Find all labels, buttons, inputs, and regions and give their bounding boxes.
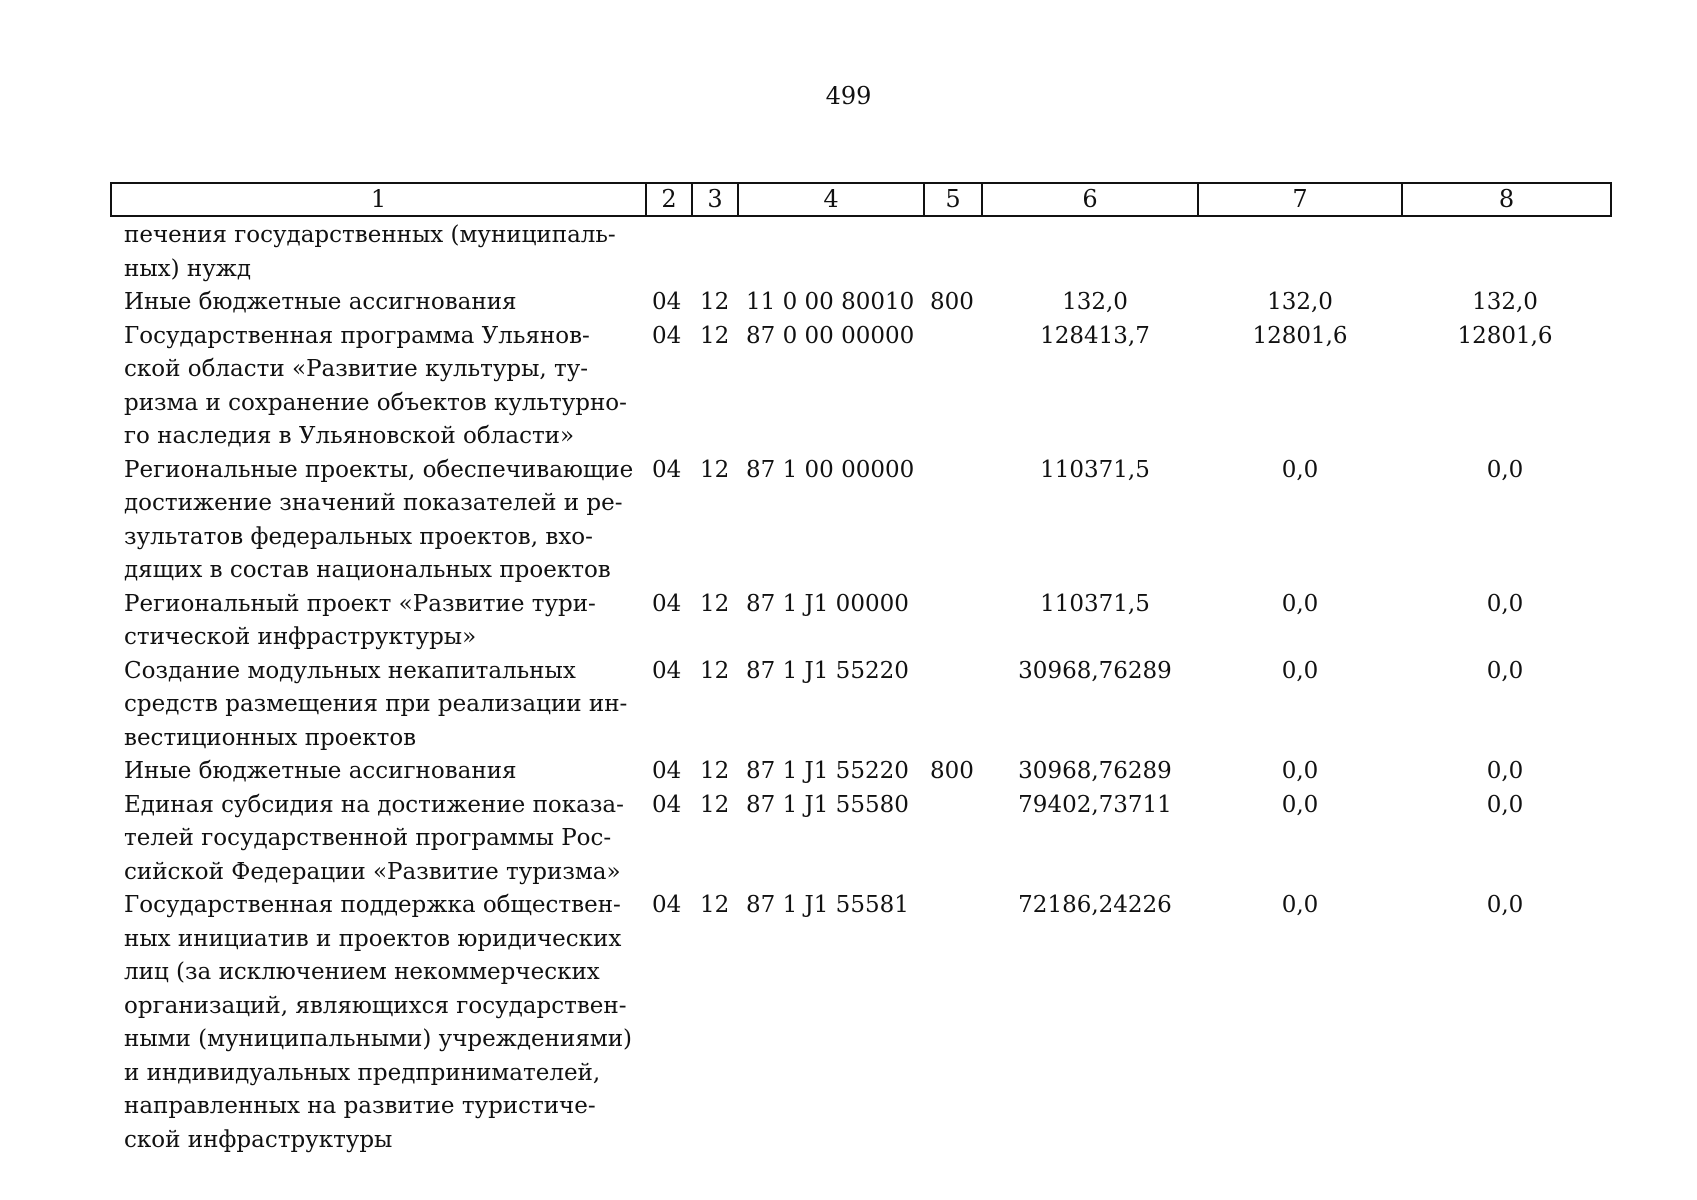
section-code: 04 <box>652 758 682 784</box>
amount-col-8: 0,0 <box>1486 590 1524 617</box>
description-line: стической инфраструктуры» <box>124 624 477 650</box>
section-code: 04 <box>652 791 682 818</box>
column-header-8: 8 <box>1402 183 1611 216</box>
column-header-1: 1 <box>111 183 646 216</box>
description-line: дящих в состав национальных проектов <box>124 557 611 583</box>
amount-col-8: 0,0 <box>1486 758 1524 784</box>
expense-type-code: 800 <box>930 289 974 315</box>
amount-col-6: 132,0 <box>1062 289 1128 315</box>
target-article-code: 87 1 J1 55220 <box>746 758 909 784</box>
section-code: 04 <box>652 590 682 617</box>
section-code: 04 <box>652 657 682 684</box>
amount-col-7: 0,0 <box>1281 657 1319 684</box>
section-code: 04 <box>652 892 682 918</box>
description-line: Создание модульных некапитальных <box>124 657 576 684</box>
column-header-4: 4 <box>738 183 924 216</box>
amount-col-8: 0,0 <box>1486 456 1524 483</box>
description-line: Иные бюджетные ассигнования <box>124 289 517 315</box>
amount-col-6: 110371,5 <box>1040 456 1150 483</box>
description-line: Иные бюджетные ассигнования <box>124 758 517 784</box>
amount-col-7: 0,0 <box>1281 758 1319 784</box>
amount-col-8: 0,0 <box>1486 657 1524 684</box>
amount-col-6: 30968,76289 <box>1018 657 1172 684</box>
description-line: направленных на развитие туристиче- <box>124 1093 596 1119</box>
subsection-code: 12 <box>700 657 730 684</box>
column-header-3: 3 <box>692 183 738 216</box>
section-code: 04 <box>652 456 682 483</box>
amount-col-8: 132,0 <box>1472 289 1538 315</box>
row-description <box>124 588 634 655</box>
amount-col-8: 0,0 <box>1486 892 1524 918</box>
subsection-code: 12 <box>700 456 730 483</box>
target-article-code: 87 1 J1 55580 <box>746 791 909 818</box>
row-description <box>124 454 634 588</box>
amount-col-7: 0,0 <box>1281 791 1319 818</box>
subsection-code: 12 <box>700 758 730 784</box>
description-line: Государственная поддержка обществен- <box>124 892 621 918</box>
expense-type-code: 800 <box>930 758 974 784</box>
amount-col-7: 0,0 <box>1281 892 1319 918</box>
target-article-code: 87 1 00 00000 <box>746 456 915 483</box>
description-line: сийской Федерации «Развитие туризма» <box>124 858 621 885</box>
section-code: 04 <box>652 289 682 315</box>
description-line: Региональные проекты, обеспечивающие <box>124 456 634 483</box>
description-line: Единая субсидия на достижение показа- <box>124 791 624 818</box>
description-line: ных инициатив и проектов юридических <box>124 925 622 952</box>
description-line: ными (муниципальными) учреждениями) <box>124 1026 633 1052</box>
description-line: организаций, являющихся государствен- <box>124 992 627 1019</box>
section-code: 04 <box>652 322 682 349</box>
amount-col-6: 110371,5 <box>1040 590 1150 617</box>
description-line: Региональный проект «Развитие тури- <box>124 590 596 617</box>
target-article-code: 11 0 00 80010 <box>746 289 915 315</box>
amount-col-6: 79402,73711 <box>1018 791 1172 818</box>
row-description <box>124 755 634 789</box>
description-line: достижение значений показателей и ре- <box>124 490 623 516</box>
amount-col-6: 128413,7 <box>1040 322 1150 349</box>
amount-col-8: 12801,6 <box>1457 322 1553 349</box>
column-header-5: 5 <box>924 183 982 216</box>
amount-col-7: 12801,6 <box>1252 322 1348 349</box>
description-line: ской инфраструктуры <box>124 1126 393 1153</box>
description-line: го наследия в Ульяновской области» <box>124 423 575 449</box>
subsection-code: 12 <box>700 590 730 617</box>
amount-col-7: 0,0 <box>1281 590 1319 617</box>
description-line: ской области «Развитие культуры, ту- <box>124 356 589 382</box>
description-line: средств размещения при реализации ин- <box>124 691 628 717</box>
target-article-code: 87 1 J1 55581 <box>746 892 909 918</box>
subsection-code: 12 <box>700 322 730 349</box>
description-line: лиц (за исключением некоммерческих <box>124 959 600 985</box>
description-line: зультатов федеральных проектов, вхо- <box>124 523 593 550</box>
description-line: телей государственной программы Рос- <box>124 825 612 851</box>
column-header-table <box>110 182 1612 217</box>
page-number: 499 <box>825 82 872 110</box>
description-line: печения государственных (муниципаль- <box>124 222 616 248</box>
row-description <box>124 655 634 756</box>
subsection-code: 12 <box>700 892 730 918</box>
column-header-7: 7 <box>1198 183 1402 216</box>
amount-col-6: 72186,24226 <box>1018 892 1172 918</box>
column-header-row <box>111 183 1611 216</box>
target-article-code: 87 1 J1 00000 <box>746 590 909 617</box>
row-description <box>124 320 634 454</box>
description-line: и индивидуальных предпринимателей, <box>124 1059 601 1086</box>
subsection-code: 12 <box>700 289 730 315</box>
amount-col-7: 0,0 <box>1281 456 1319 483</box>
column-header-6: 6 <box>982 183 1198 216</box>
row-description <box>124 286 634 320</box>
description-line: ризма и сохранение объектов культурно- <box>124 389 627 416</box>
target-article-code: 87 1 J1 55220 <box>746 657 909 684</box>
row-description <box>124 219 634 286</box>
subsection-code: 12 <box>700 791 730 818</box>
target-article-code: 87 0 00 00000 <box>746 322 915 349</box>
row-description <box>124 789 634 890</box>
row-description <box>124 889 634 1157</box>
description-line: вестиционных проектов <box>124 724 417 751</box>
amount-col-6: 30968,76289 <box>1018 758 1172 784</box>
column-header-2: 2 <box>646 183 692 216</box>
description-line: Государственная программа Ульянов- <box>124 322 590 349</box>
amount-col-7: 132,0 <box>1267 289 1333 315</box>
amount-col-8: 0,0 <box>1486 791 1524 818</box>
description-line: ных) нужд <box>124 255 252 282</box>
